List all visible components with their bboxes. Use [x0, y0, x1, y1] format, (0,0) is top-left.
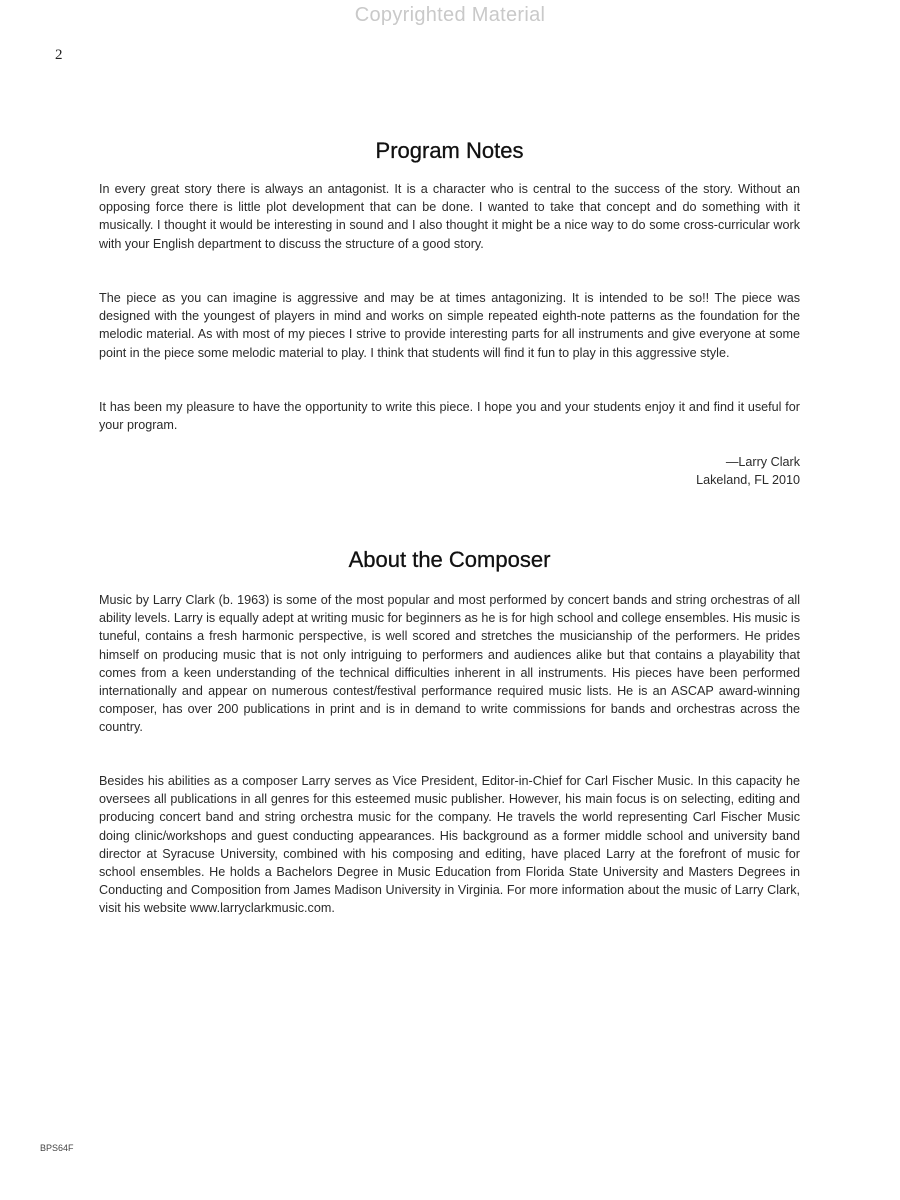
about-composer-title: About the Composer [348, 547, 551, 572]
about-composer-paragraph-1 [99, 591, 800, 737]
paragraph: It has been my pleasure to have the opportunity to write this piece. I hope you and your students enjoy it and find it useful for your program. [99, 400, 800, 433]
signature-place: Lakeland, FL 2010 [696, 473, 800, 487]
signature-block [99, 453, 800, 489]
program-notes-section [99, 138, 800, 164]
paragraph: In every great story there is always an antagonist. It is a character who is central to the success of the story. Without an opposing force there is little plot development that can be done. I wanted to take that concept and do something with it musically. I thought it would be interesting in sound and I also thought it might be a nice way to do some cross-curricular work with your English department to discuss the structure of a good story. [99, 182, 800, 251]
footer-catalog-code: BPS64F [40, 1143, 74, 1153]
program-notes-paragraph-1 [99, 180, 800, 253]
paragraph: Besides his abilities as a composer Larry serves as Vice President, Editor-in-Chief for Carl Fischer Music. In this capacity he oversees all publications in all genres for this esteemed music publisher. However, his main focus is on selecting, editing and producing concert band and string orchestra music for the company. He travels the world representing Carl Fischer Music doing clinic/workshops and guest conducting appearances. His background as a former middle school and university band director at Syracuse University, combined with his composing and editing, have placed Larry at the forefront of music for school ensembles. He holds a Bachelors Degree in Music Education from Florida State University and Masters Degrees in Conducting and Composition from James Madison University in Virginia. For more information about the music of Larry Clark, visit his website www.larryclarkmusic.com. [99, 774, 800, 916]
program-notes-paragraph-2 [99, 289, 800, 362]
signature-name: —Larry Clark [725, 455, 800, 469]
program-notes-paragraph-3 [99, 398, 800, 434]
copyright-watermark: Copyrighted Material [354, 4, 546, 26]
about-composer-section [99, 547, 800, 573]
page-number: 2 [55, 47, 63, 63]
paragraph: Music by Larry Clark (b. 1963) is some of the most popular and most performed by concert bands and string orchestras of all ability levels. Larry is equally adept at writing music for beginners as he is for high school and college ensembles. His music is tuneful, contains a fresh harmonic perspective, is well scored and stretches the musicianship of the performers. He prides himself on producing music that is not only intriguing to performers and audiences alike but that contains a playability that comes from a keen understanding of the technical difficulties inherent in all instruments. His pieces have been performed internationally and appear on numerous contest/festival performance required music lists. He is an ASCAP award-winning composer, has over 200 publications in print and is in demand to write commissions for bands and orchestras across the country. [99, 593, 800, 735]
about-composer-paragraph-2 [99, 772, 800, 918]
paragraph: The piece as you can imagine is aggressive and may be at times antagonizing. It is intended to be so!! The piece was designed with the youngest of players in mind and works on simple repeated eighth-note patterns as the foundation for the melodic material. As with most of my pieces I strive to provide interesting parts for all instruments and give everyone at some point in the piece some melodic material to play. I think that students will find it fun to play in this aggressive style. [99, 291, 800, 360]
program-notes-title: Program Notes [375, 138, 524, 163]
